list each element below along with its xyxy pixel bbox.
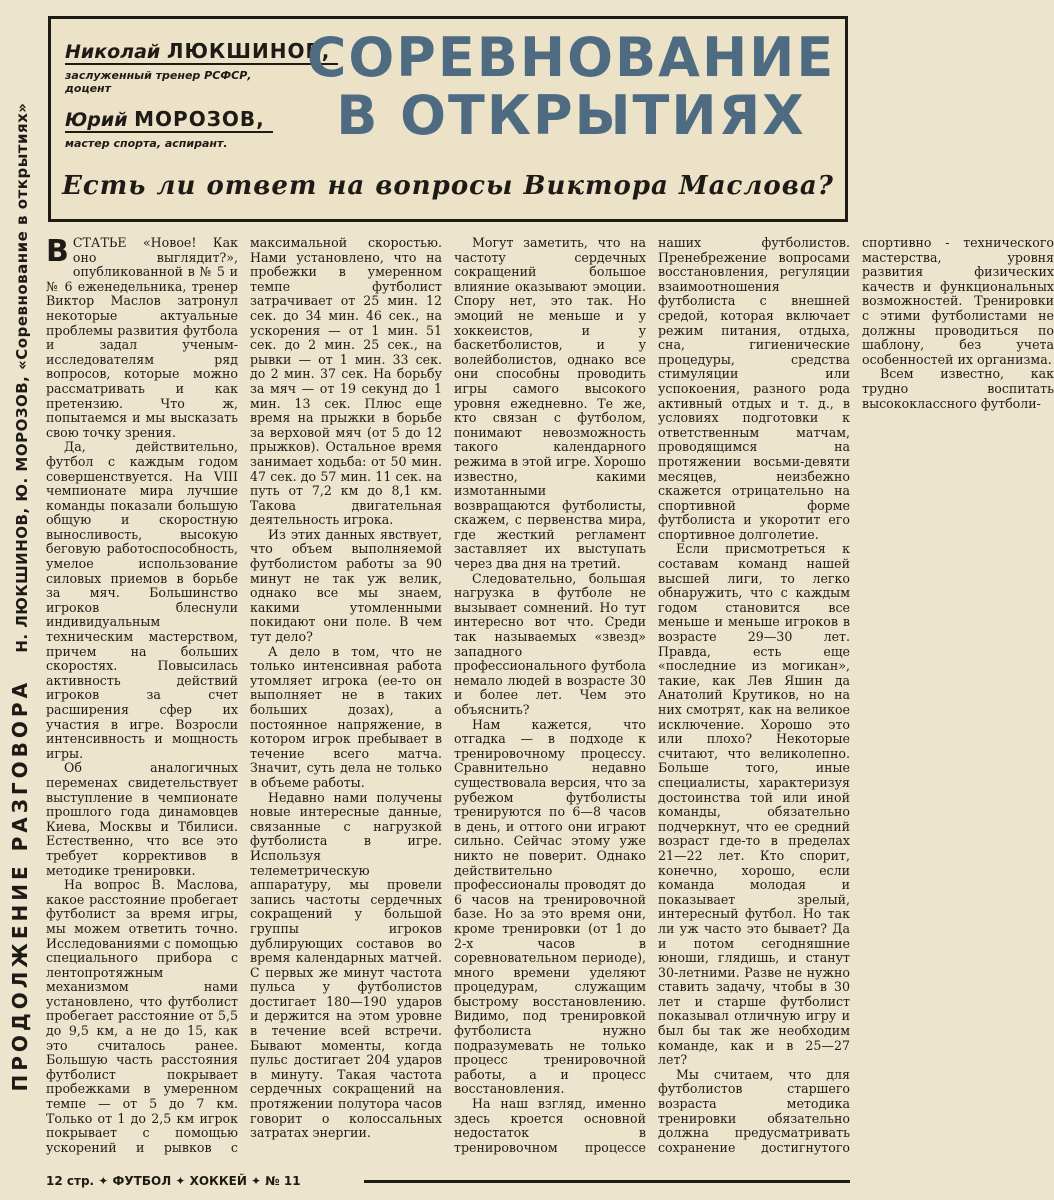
- paragraph: Об аналогичных переменах свидетельствует выступление в чемпионате прошлого года динамовцев Киева, Москвы и Тбилиси. Естественно, что все это требует коррективов в методике тренировки.: [46, 760, 238, 878]
- paragraph: Если присмотреться к составам команд нашей высшей лиги, то легко обнаружить, что с каждым годом становится все меньше и меньше игроков в возрасте 29—30 лет. Правда, есть еще «последние из могикан», такие, как Лев Яшин да Анатолий Крутиков, но на них смотрят, как на великое исключение. Хорошо это или плохо? Некоторые считают, что великолепно. Больше того, иные специалисты, характеризуя достоинства той или иной команды, обязательно подчеркнут, что ее средний возраст где-то в пределах 21—22 лет. Кто спорит, конечно, хорошо, если команда молодая и показывает зрелый, интересный футбол. Но так ли уж часто это бывает? Да и потом сегодняшние юноши, глядишь, и станут 30-летними. Разве не нужно ставить задачу, чтобы в 30 лет и старше футболист показывал отличную игру и был бы так же необходим команде, как и в 25—27 лет?: [658, 541, 850, 1068]
- article-title: СОРЕВНОВАНИЕ В ОТКРЫТИЯХ: [306, 26, 836, 147]
- paragraph: Да, действительно, футбол с каждым годом совершенствуется. На VIII чемпионате мира лучшие команды показали большую общую и скоростную выносливость, высокую беговую работоспособность, умелое использование силовых приемов в борьбе за мяч. Большинство игроков блеснули индивидуальным техническим мастерством, причем на больших скоростях. Повысилась активность действий игроков за счет расширения сфер их участия в игре. Возросли интенсивность и мощность игры.: [46, 439, 238, 761]
- paragraph: Следовательно, большая нагрузка в футболе не вызывает сомнений. Но тут интересно вот что. Среди так называемых «звезд» западного профессионального футбола немало людей в возрасте 30 и более лет. Чем это объяснить?: [454, 570, 646, 717]
- paragraph: ВСТАТЬЕ «Новое! Как оно выглядит?», опубликованной в № 5 и № 6 еженедельника, тренер Виктор Маслов затронул некоторые актуальные проблемы развития футбола и задал ученым-исследователям ряд вопросов, которые можно рассматривать и как претензию. Что ж, попытаемся и мы высказать свою точку зрения.: [46, 234, 238, 440]
- paragraph: Могут заметить, что на частоту сердечных сокращений большое влияние оказывают эмоции. Спору нет, это так. Но эмоций не меньше и у хоккеистов, и у баскетболистов, и у волейболистов, однако все они способны проводить игры самого высокого уровня ежедневно. Те же, кто связан с футболом, понимают невозможность такого календарного режима в этой игре. Хорошо известно, какими измотанными возвращаются футболисты, скажем, с первенства мира, где жесткий регламент заставляет их выступать через два дня на третий.: [454, 235, 646, 572]
- side-label-article: Н. ЛЮКШИНОВ, Ю. МОРОЗОВ, «Соревнование в открытиях»: [13, 102, 31, 653]
- side-label-text: [8, 22, 32, 1172]
- side-label: [0, 0, 40, 1170]
- paragraph: Мы считаем, что для футболистов старшего возраста методика тренировки обязательно должна предусматривать сохранение достигнутого спортивно - технического мастерства, уровня развития физических качеств и функциональных возможностей. Тренировки с этими футболистами не должны проводиться по шаблону, без учета особенностей их организма.: [658, 235, 1054, 1155]
- paragraph: Нам кажется, что отгадка — в подходе к тренировочному процессу. Сравнительно недавно существовала версия, что за рубежом футболисты тренируются по 6—8 часов в день, и оттого они играют сильно. Сейчас этому уже никто не поверит. Однако действительно профессионалы проводят до 6 часов на тренировочной базе. Но за это время они, кроме тренировки (от 1 до 2-х часов в соревновательном периоде), много времени уделяют процедурам, служащим быстрому восстановлению. Видимо, под тренировкой футболиста нужно подразумевать не только процесс тренировочной работы, а и процесс восстановления.: [454, 716, 646, 1097]
- author-2-name: Юрий МОРОЗОВ,: [65, 107, 273, 133]
- footer-rule: [364, 1180, 850, 1183]
- side-label-series: ПРОДОЛЖЕНИЕ РАЗГОВОРА: [8, 678, 32, 1092]
- paragraph: Из этих данных явствует, что объем выполняемой футболистом работы за 90 минут не так уж велик, однако все мы знаем, какими утомленными покидают они поле. В чем тут дело?: [250, 526, 442, 645]
- author-1-role: заслуженный тренер РСФСР, доцент: [65, 69, 252, 95]
- paragraph: Всем известно, как трудно воспитать высококлассного футболи-: [862, 366, 1054, 411]
- author-1: [65, 39, 338, 95]
- paragraph: А дело в том, что не только интенсивная работа утомляет игрока (ее-то он выполняет не в таких больших дозах), а постоянное напряжение, в котором игрок пребывает в течение всего матча. Значит, суть дела не только в объеме работы.: [250, 643, 442, 790]
- drop-cap: В: [46, 234, 69, 269]
- paragraph: На вопрос В. Маслова, какое расстояние пробегает футболист за время игры, мы можем ответить точно. Исследованиями с помощью специального прибора с лентопротяжным механизмом нами установлено, что футболист пробегает расстояние от 5,5 до 9,5 км, а не до 15, как это считалось ранее. Большую часть расстояния футболист покрывает пробежками в умеренном темпе — от 5 до 7 км. Только от 1 до 2,5 км игрок покрывает с помощью ускорений и рывков с максимальной скоростью. Нами установлено, что на пробежки в умеренном темпе футболист затрачивает от 25 мин. 12 сек. до 34 мин. 46 сек., на ускорения — от 1 мин. 51 сек. до 2 мин. 25 сек., на рывки — от 1 мин. 33 сек. до 2 мин. 37 сек. На борьбу за мяч — от 19 секунд до 1 мин. 13 сек. Плюс еще время на прыжки в борьбе за верховой мяч (от 5 до 12 прыжков). Остальное время занимает ходьба: от 50 мин. 47 сек. до 57 мин. 11 сек. на путь от 7,2 км до 8,1 км. Такова двигательная деятельность игрока.: [46, 235, 442, 1155]
- article-subtitle: Есть ли ответ на вопросы Виктора Маслова?: [62, 171, 834, 201]
- author-2-role: мастер спорта, аспирант.: [65, 137, 228, 150]
- paragraph: На наш взгляд, именно здесь кроется основной недостаток в тренировочном процессе наших футболистов. Пренебрежение вопросами восстановления, регуляции взаимоотношения футболиста с внешней средой, которая включает режим питания, отдыха, сна, гигиенические процедуры, средства стимуляции или успокоения, разного рода активный отдых и т. д., в условиях подготовки к ответственным матчам, проводящимся на протяжении восьми-девяти месяцев, неизбежно скажется отрицательно на спортивной форме футболиста и укоротит его спортивное долголетие.: [454, 235, 850, 1155]
- author-2: [65, 107, 273, 150]
- paragraph: Недавно нами получены новые интересные данные, связанные с нагрузкой футболиста в игре. Используя телеметрическую аппаратуру, мы провели запись частоты сердечных сокращений у большой группы игроков дублирующих составов во время календарных матчей. С первых же минут частота пульса у футболистов достигает 180—190 ударов и держится на этом уровне в течение всей встречи. Бывают моменты, когда пульс достигает 204 ударов в минуту. Такая частота сердечных сокращений на протяжении полутора часов говорит о колоссальных затратах энергии.: [250, 789, 442, 1141]
- article-body: [46, 234, 1054, 1160]
- article-header: [48, 16, 848, 222]
- author-1-name: Николай ЛЮКШИНОВ,: [65, 39, 338, 65]
- page-footer: [46, 1170, 850, 1192]
- footer-page-info: 12 стр. ✦ ФУТБОЛ ✦ ХОККЕЙ ✦ № 11: [46, 1174, 301, 1188]
